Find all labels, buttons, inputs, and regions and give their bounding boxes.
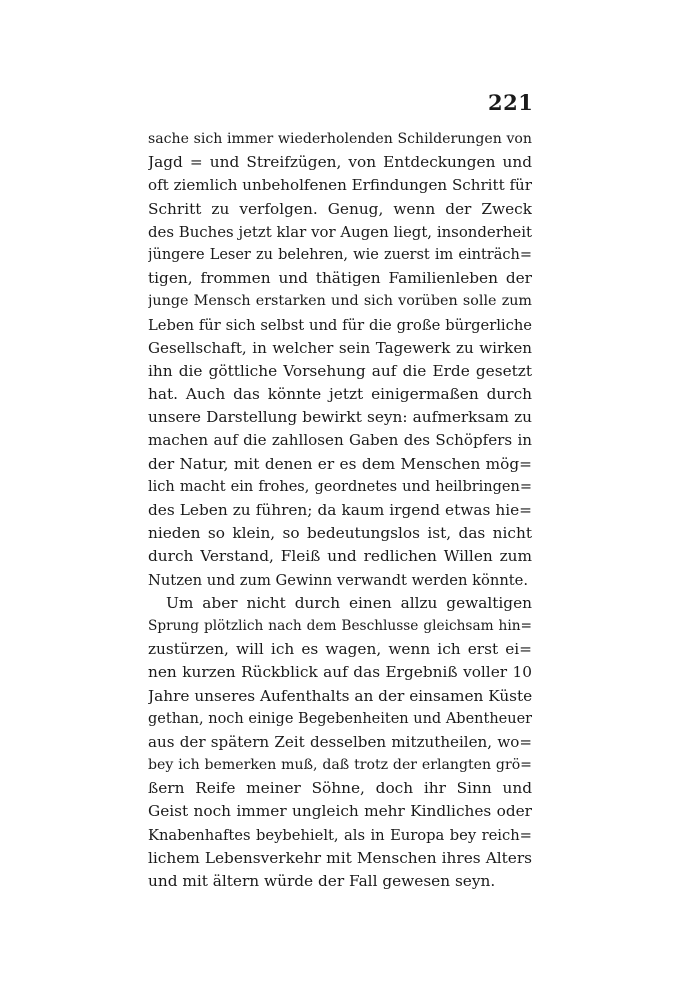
text-line: nieden so klein, so bedeutungslos ist, das nicht	[148, 524, 532, 543]
text-line: Schritt zu verfolgen. Genug, wenn der Zweck	[148, 199, 532, 218]
text-line: des Buches jetzt klar vor Augen liegt, insonderheit	[148, 222, 532, 241]
text-line: und mit ältern würde der Fall gewesen seyn.	[148, 872, 496, 890]
text-line: unsere Darstellung bewirkt seyn: aufmerksam zu	[148, 408, 532, 427]
text-line: nen kurzen Rückblick auf das Ergebniß voller 10	[148, 663, 532, 682]
text-line: des Leben zu führen; da kaum irgend etwas hie=	[148, 501, 532, 519]
text-line: durch Verstand, Fleiß und redlichen Willen zum	[148, 547, 532, 566]
page-number: 221	[488, 90, 534, 115]
body-text	[148, 128, 532, 893]
text-line: gethan, noch einige Begebenheiten und Abentheuer	[148, 710, 532, 727]
text-line: oft ziemlich unbeholfenen Erfindungen Schritt für	[148, 176, 532, 195]
text-line: ßern Reife meiner Söhne, doch ihr Sinn und	[148, 779, 532, 798]
text-line: lichem Lebensverkehr mit Menschen ihres Alters	[148, 848, 532, 867]
text-line: Jahre unseres Aufenthalts an der einsamen Küste	[148, 686, 532, 705]
text-line: Nutzen und zum Gewinn verwandt werden könnte.	[148, 571, 529, 589]
text-line: aus der spätern Zeit desselben mitzutheilen, wo=	[148, 732, 532, 751]
text-line: Sprung plötzlich nach dem Beschlusse gleichsam hin=	[148, 617, 532, 634]
text-line: jüngere Leser zu belehren, wie zuerst im einträch=	[148, 246, 532, 263]
text-line: Um aber nicht durch einen allzu gewaltigen	[166, 593, 532, 612]
text-line: ihn die göttliche Vorsehung auf die Erde gesetzt	[148, 361, 532, 380]
text-line: machen auf die zahllosen Gaben des Schöpfers in	[148, 431, 532, 450]
text-line: bey ich bemerken muß, daß trotz der erlangten grö=	[148, 757, 532, 774]
text-line: Gesellschaft, in welcher sein Tagewerk zu wirken	[148, 338, 532, 357]
text-line: hat. Auch das könnte jetzt einigermaßen durch	[148, 385, 532, 404]
text-line: zustürzen, will ich es wagen, wenn ich erst ei=	[148, 640, 532, 659]
text-line: Knabenhaftes beybehielt, als in Europa bey reich=	[148, 826, 532, 844]
text-line: sache sich immer wiederholenden Schilderungen von	[148, 131, 532, 147]
text-line: Geist noch immer ungleich mehr Kindliches oder	[148, 802, 532, 821]
text-line: lich macht ein frohes, geordnetes und heilbringen=	[148, 478, 532, 495]
text-line: Leben für sich selbst und für die große bürgerliche	[148, 316, 532, 334]
text-line: der Natur, mit denen er es dem Menschen mög=	[148, 454, 532, 473]
text-line: Jagd = und Streifzügen, von Entdeckungen und	[148, 153, 532, 172]
text-line: junge Mensch erstarken und sich vorüben solle zum	[148, 293, 532, 310]
text-line: tigen, frommen und thätigen Familienleben der	[148, 269, 532, 288]
